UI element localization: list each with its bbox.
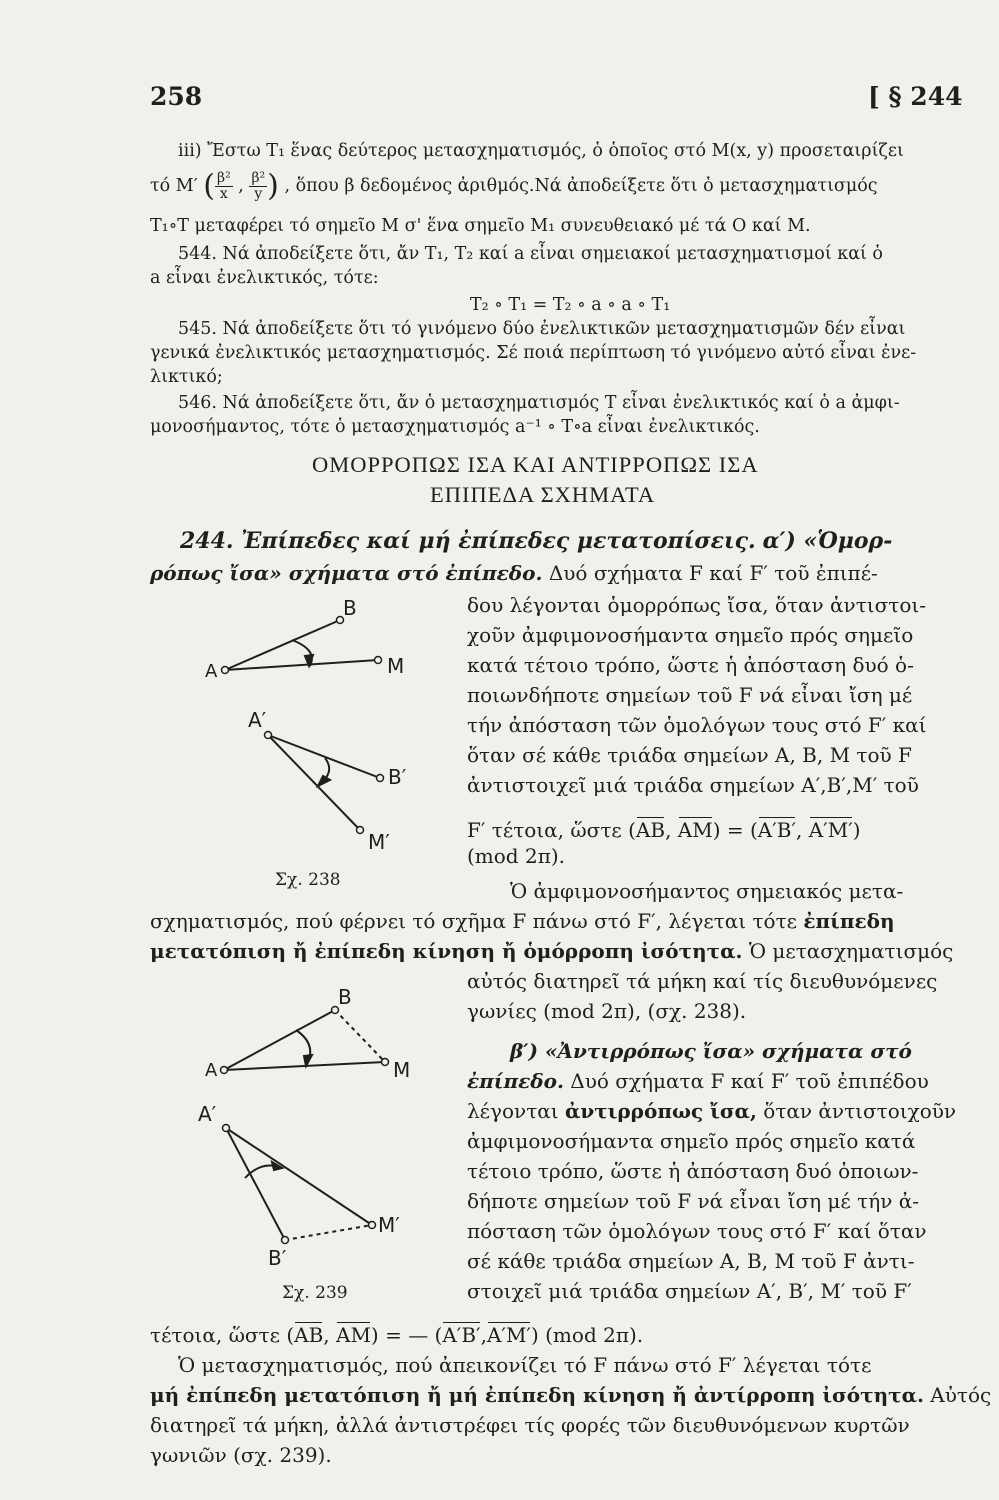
section-244-a-line: ἀντιστοιχεῖ μιά τριάδα σημείων A′,B′,M′ τοῦ [467, 773, 919, 797]
section-244-a-line: χοῦν ἀμφιμονοσήμαντα σημεῖο πρός σημεῖο [467, 623, 914, 647]
fig238-caption: Σχ. 238 [275, 870, 341, 890]
fig238-label-b: B [343, 596, 357, 620]
section-244-a-line: δου λέγονται ὁμορρόπως ἴσα, ὅταν ἀντιστοι- [467, 593, 926, 617]
fraction-beta-y: $\frac{\text{β²}}{y}$ [251, 170, 266, 202]
segment-b2m2-dashed [285, 1225, 372, 1240]
fig238-label-m: M [387, 654, 405, 678]
section-244-a-p2-line-2: σχηματισμός, πού φέρνει τό σχῆμα F πάνω στό F′, λέγεται τότε ἐπίπεδη [150, 909, 895, 933]
exercise-545-line-3: λικτικό; [150, 367, 223, 387]
fig239-caption: Σχ. 239 [282, 1283, 348, 1303]
section-244-a-p2-line-1: Ὁ ἀμφιμονοσήμαντος σημειακός μετα- [510, 879, 904, 903]
section-244-a-mod: (mod 2π). [467, 844, 565, 868]
section-244-a-line: ποιωνδήποτε σημείων τοῦ F νά εἶναι ἴση μέ [467, 683, 913, 707]
fig239-label-a-prime: A′ [198, 1102, 217, 1126]
chapter-title-line-1: ΟΜΟΡΡΟΠΩΣ ΙΣΑ ΚΑΙ ΑΝΤΙΡΡΟΠΩΣ ΙΣΑ [312, 452, 759, 477]
section-244-b-p2-line-1: Ὁ μετασχηματισμός, πού ἀπεικονίζει τό F πάνω στό F′ λέγεται τότε [178, 1353, 872, 1377]
exercise-545-line-2: γενικά ἐνελικτικός μετασχηματισμός. Σέ ποιά περίπτωση τό γινόμενο αὐτό εἶναι ἐνε- [150, 343, 917, 363]
section-244-a-equation: F′ τέτοια, ὥστε (AB, AM) = (A′B′, A′M′) [467, 818, 861, 842]
exercise-iii-prefix: τό M′ [150, 176, 198, 196]
section-244-b-line: σέ κάθε τριάδα σημείων A, B, M τοῦ F ἀντι- [467, 1249, 915, 1273]
exercise-544-line-2: a εἶναι ἐνελικτικός, τότε: [150, 268, 379, 288]
section-244-b-equation: τέτοια, ὥστε (AB, AM) = — (A′B′,A′M′) (mod 2π). [150, 1323, 644, 1347]
section-244-b-p2-line-3: διατηρεῖ τά μήκη, ἀλλά ἀντιστρέφει τίς φορές τῶν διευθυνόμενων κυρτῶν [150, 1413, 910, 1437]
exercise-546-line-1: 546. Νά ἀποδείξετε ὅτι, ἄν ὁ μετασχηματισμός T εἶναι ἐνελικτικός καί ὁ a ἀμφι- [178, 393, 900, 413]
exercise-iii-suffix: , ὅπου β δεδομένος ἀριθμός.Νά ἀποδείξετε ὅτι ὁ μετασχηματισμός [284, 176, 878, 196]
fig238-label-a-prime: A′ [248, 708, 267, 732]
section-244-b-line: δήποτε σημείων τοῦ F νά εἶναι ἴση μέ τήν ἀ- [467, 1189, 919, 1213]
fig239-label-b-prime: B′ [268, 1246, 287, 1270]
section-244-b-line-1: ἐπίπεδο. Δυό σχήματα F καί F′ τοῦ ἐπιπέδου [467, 1069, 929, 1093]
fig238-label-b-prime: B′ [388, 765, 407, 789]
fig239-label-m-prime: M′ [378, 1213, 400, 1237]
section-244-b-p2-line-4: γωνιῶν (σχ. 239). [150, 1443, 332, 1467]
section-244-heading: 244. Ἐπίπεδες καί μή ἐπίπεδες μετατοπίσεις. α′) «Ὁμορ- [180, 528, 893, 554]
chapter-title-line-2: ΕΠΙΠΕΔΑ ΣΧΗΜΑΤΑ [430, 482, 656, 507]
section-244-b-line-2: λέγονται ἀντιρρόπως ἴσα, ὅταν ἀντιστοιχοῦν [467, 1099, 957, 1123]
section-244-a-line: ὅταν σέ κάθε τριάδα σημείων A, B, M τοῦ F [467, 743, 912, 767]
fig238-label-m-prime: M′ [368, 830, 390, 854]
exercise-544-line-1: 544. Νά ἀποδείξετε ὅτι, ἄν T₁, T₂ καί a εἶναι σημειακοί μετασχηματισμοί καί ὁ [178, 244, 883, 264]
fig238-label-a: A [205, 661, 218, 682]
point-b-prime [282, 1237, 289, 1244]
angle-arrow [304, 1055, 312, 1066]
segment-a2b2 [226, 1128, 285, 1240]
section-244-b-line: τέτοιο τρόπο, ὥστε ἡ ἀπόσταση δυό ὁποιων- [467, 1159, 919, 1183]
section-244-b-line: στοιχεῖ μιά τριάδα σημείων A′, B′, M′ τοῦ F′ [467, 1279, 912, 1303]
exercise-iii-line-1: iii) Ἔστω T₁ ἕνας δεύτερος μετασχηματισμός, ὁ ὁποῖος στό M(x, y) προσεταιρίζει [178, 141, 904, 161]
segment-ab [224, 1010, 335, 1070]
fig239-label-a: A [205, 1060, 218, 1081]
section-reference: [ § 244 [868, 82, 963, 111]
exercise-iii-line-2: τό M′ ( $\frac{\text{β²}}{x}$ , $\frac{\text{β²}}{y}$ ) , ὅπου β δεδομένος ἀριθμός.Νά ἀποδείξετε ὅτι ὁ μετασχηματισμός [150, 168, 878, 204]
section-244-a-line-1: ρόπως ἴσα» σχήματα στό ἐπίπεδο. Δυό σχήματα F καί F′ τοῦ ἐπιπέ- [150, 561, 878, 585]
page-number: 258 [150, 82, 203, 111]
section-244-b-p2-line-2: μή ἐπίπεδη μετατόπιση ἤ μή ἐπίπεδη κίνηση ἤ ἀντίρροπη ἰσότητα. Αὐτός [150, 1383, 992, 1407]
point-a [221, 1067, 228, 1074]
point-a-prime [223, 1125, 230, 1132]
section-244-b-line: πόσταση τῶν ὁμολόγων τους στό F′ καί ὅταν [467, 1219, 927, 1243]
exercise-iii-line-3: T₁∘T μεταφέρει τό σημεῖο M σ' ἕνα σημεῖο M₁ συνευθειακό μέ τά O καί M. [150, 216, 811, 236]
exercise-545-line-1: 545. Νά ἀποδείξετε ὅτι τό γινόμενο δύο ἐνελικτικῶν μετασχηματισμῶν δέν εἶναι [178, 319, 906, 339]
section-244-b-heading: β′) «Ἀντιρρόπως ἴσα» σχήματα στό [510, 1039, 912, 1063]
fig239-label-m: M [393, 1058, 411, 1082]
exercise-544-formula: T₂ ∘ T₁ = T₂ ∘ a ∘ a ∘ T₁ [470, 295, 671, 315]
fraction-beta-x: $\frac{\text{β²}}{x}$ [216, 170, 231, 202]
exercise-546-line-2: μονοσήμαντος, τότε ὁ μετασχηματισμός a⁻¹ ∘ T∘a εἶναι ἐνελικτικός. [150, 417, 760, 437]
point-m-prime [369, 1222, 376, 1229]
section-244-a-p2-line-4: αὐτός διατηρεῖ τά μήκη καί τίς διευθυνόμενες [467, 969, 938, 993]
section-244-b-line: ἀμφιμονοσήμαντα σημεῖο πρός σημεῖο κατά [467, 1129, 916, 1153]
fig239-label-b: B [338, 985, 352, 1009]
section-244-a-p2-line-5: γωνίες (mod 2π), (σχ. 238). [467, 999, 747, 1023]
section-244-a-line: τήν ἀπόσταση τῶν ὁμολόγων τους στό F′ καί [467, 713, 927, 737]
section-244-a-line: κατά τέτοιο τρόπο, ὥστε ἡ ἀπόσταση δυό ὁ- [467, 653, 914, 677]
point-m [382, 1059, 389, 1066]
section-244-a-p2-line-3: μετατόπιση ἤ ἐπίπεδη κίνηση ἤ ὁμόρροπη ἰσότητα. Ὁ μετασχηματισμός [150, 939, 954, 963]
segment-bm-dashed [335, 1010, 385, 1062]
